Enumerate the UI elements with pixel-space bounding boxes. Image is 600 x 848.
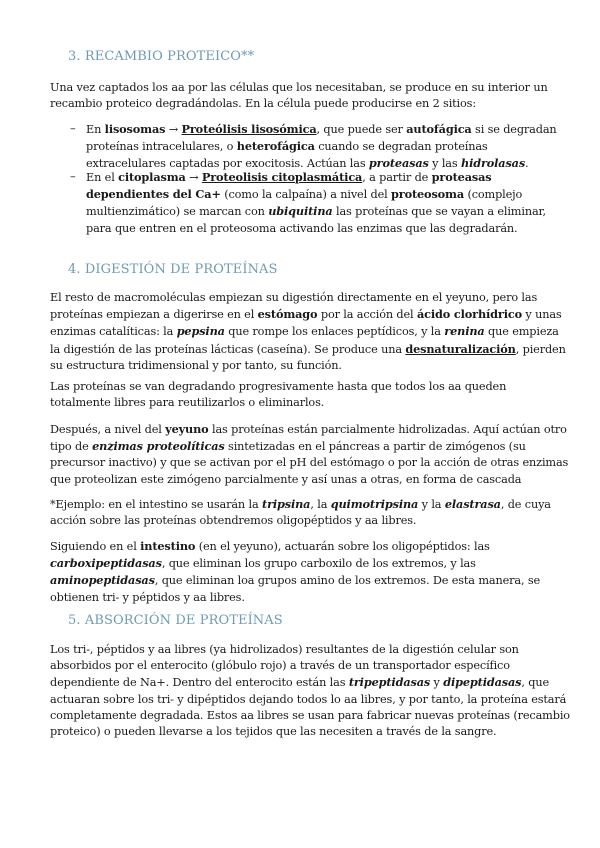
- section-4-paragraph-2: Las proteínas se van degradando progresivamente hasta que todos los aa queden totalmente libres para reutilizarlos o eliminarlos.: [50, 380, 507, 410]
- section-3-intro: Una vez captados los aa por las células que los necesitaban, se produce en su interior un recambio proteico degradándolas. En la célula puede producirse en 2 sitios:: [50, 81, 548, 111]
- section-4-paragraph-5: Siguiendo en el intestino (en el yeyuno), actuarán sobre los oligopéptidos: las carboxipeptidasas, que eliminan los grupo carboxilo de los extremos, y las aminopeptidasas, que eliminan loa grupos amino de los extremos. De esta manera, se obtienen tri- y péptidos y aa libres.: [50, 539, 541, 604]
- section-3-heading: 3. RECAMBIO PROTEICO**: [68, 49, 255, 64]
- section-4-paragraph-3: Después, a nivel del yeyuno las proteínas están parcialmente hidrolizadas. Aquí actúan otro tipo de enzimas proteolíticas sintetizadas en el páncreas a partir de zimógenos (su precursor inactivo) y que se activan por el pH del estómago o por la acción de otras enzimas que proteolizan este zimógeno parcialmente y así unas a otras, en forma de cascada: [50, 422, 569, 486]
- section-4-paragraph-1: El resto de macromoléculas empiezan su digestión directamente en el yeyuno, pero las proteínas empiezan a digerirse en el estómago por la acción del ácido clorhídrico y unas enzimas catalíticas: la pepsina que rompe los enlaces peptídicos, y la renina que empieza la digestión de las proteínas lácticas (caseína). Se produce una desnaturalización, pierden su estructura tridimensional y por tanto, su función.: [50, 291, 566, 372]
- bullet-citoplasma: – En el citoplasma → Proteolisis citoplasmática, a partir de proteasas dependientes del Ca+ (como la calpaína) a nivel del proteosoma (complejo multienzimático) se marcan con ubiquitina las proteínas que se vayan a eliminar, para que entren en el proteosoma activando las enzimas que las degradarán.: [70, 170, 546, 235]
- section-4-heading: 4. DIGESTIÓN DE PROTEÍNAS: [68, 262, 278, 277]
- section-5-paragraph-1: Los tri-, péptidos y aa libres (ya hidrolizados) resultantes de la digestión celular son absorbidos por el enterocito (glóbulo rojo) a través de un transportador específico dependiente de Na+. Dentro del enterocito están las tripeptidasas y dipeptidasas, que actuaran sobre los tri- y dipéptidos dejando todos lo aa libres, y por tanto, la proteína estará completamente degradada. Estos aa libres se usan para fabricar nuevas proteínas (recambio proteico) o pueden llevarse a los tejidos que las necesiten a través de la sangre.: [50, 643, 570, 739]
- section-4-paragraph-4: *Ejemplo: en el intestino se usarán la tripsina, la quimotripsina y la elastrasa, de cuya acción sobre las proteínas obtendremos oligopéptidos y aa libres.: [50, 497, 551, 528]
- section-5-heading: 5. ABSORCIÓN DE PROTEÍNAS: [68, 613, 283, 628]
- bullet-lisosomas: – En lisosomas → Proteólisis lisosómica, que puede ser autofágica si se degradan proteínas intracelulares, o heterofágica cuando se degradan proteínas extracelulares captadas por exocitosis. Actúan las proteasas y las hidrolasas.: [70, 122, 557, 171]
